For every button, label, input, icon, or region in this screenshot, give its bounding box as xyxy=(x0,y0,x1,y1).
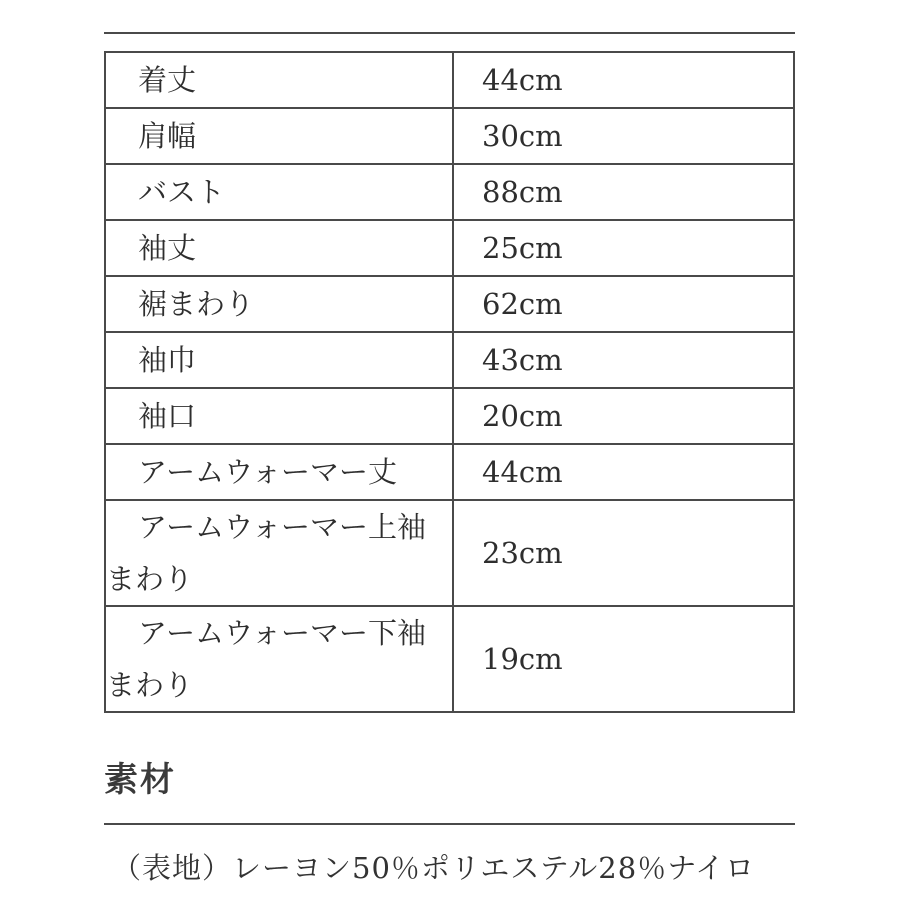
size-value: 44cm xyxy=(453,444,794,500)
top-divider xyxy=(104,32,795,34)
table-row xyxy=(105,500,794,606)
size-label: 袖丈 xyxy=(105,220,453,276)
size-label: 袖口 xyxy=(105,388,453,444)
size-label: 袖巾 xyxy=(105,332,453,388)
size-value: 30cm xyxy=(453,108,794,164)
size-table xyxy=(104,51,795,713)
table-row xyxy=(105,332,794,388)
size-label: 裾まわり xyxy=(105,276,453,332)
size-label: 着丈 xyxy=(105,52,453,108)
table-row xyxy=(105,220,794,276)
size-value: 19cm xyxy=(453,606,794,712)
size-value: 88cm xyxy=(453,164,794,220)
size-label: アームウォーマー丈 xyxy=(105,444,453,500)
size-label: バスト xyxy=(105,164,453,220)
size-value: 25cm xyxy=(453,220,794,276)
table-row xyxy=(105,276,794,332)
material-divider xyxy=(104,823,795,825)
size-label: アームウォーマー下袖まわり xyxy=(105,606,453,712)
size-value: 44cm xyxy=(453,52,794,108)
size-value: 62cm xyxy=(453,276,794,332)
table-row xyxy=(105,108,794,164)
size-label: 肩幅 xyxy=(105,108,453,164)
table-row xyxy=(105,52,794,108)
size-value: 43cm xyxy=(453,332,794,388)
size-label: アームウォーマー上袖まわり xyxy=(105,500,453,606)
material-heading: 素材 xyxy=(104,760,176,800)
size-value: 23cm xyxy=(453,500,794,606)
table-row xyxy=(105,388,794,444)
table-row xyxy=(105,444,794,500)
table-row xyxy=(105,606,794,712)
material-description: （表地）レーヨン50％ポリエステル28％ナイロ xyxy=(112,851,756,885)
size-value: 20cm xyxy=(453,388,794,444)
table-row xyxy=(105,164,794,220)
